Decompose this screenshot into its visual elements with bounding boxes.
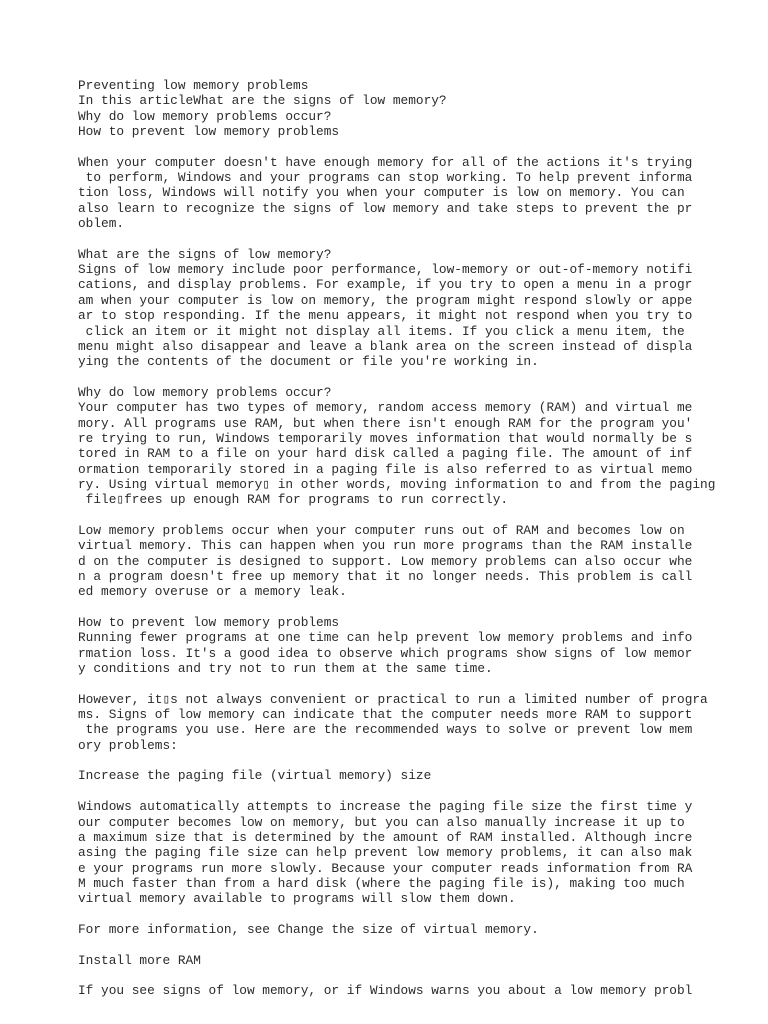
- text-line: a maximum size that is determined by the amount of RAM installed. Although incre: [78, 829, 693, 845]
- text-line: ar to stop responding. If the menu appears, it might not respond when you try to: [78, 308, 693, 324]
- text-line: tored in RAM to a file on your hard disk called a paging file. The amount of inf: [78, 446, 693, 462]
- section-heading: What are the signs of low memory?: [78, 246, 332, 262]
- text-line: to perform, Windows and your programs can stop working. To help prevent informa: [78, 170, 693, 186]
- prevent-section: [78, 615, 738, 676]
- subsection-heading: Install more RAM: [78, 952, 201, 968]
- install-ram-paragraph: [78, 983, 738, 998]
- text-line: d on the computer is designed to support. Low memory problems can also occur whe: [78, 553, 693, 569]
- why-section: [78, 385, 738, 508]
- text-line: y conditions and try not to run them at the same time.: [78, 661, 493, 677]
- text-line: ed memory overuse or a memory leak.: [78, 584, 347, 600]
- text-line: When your computer doesn't have enough memory for all of the actions it's trying: [78, 154, 693, 170]
- intro-paragraph: [78, 155, 738, 232]
- document-title: Preventing low memory problems: [78, 78, 309, 93]
- text-line: M much faster than from a hard disk (where the paging file is), making too much: [78, 875, 685, 891]
- text-line: asing the paging file size can help prevent low memory problems, it can also mak: [78, 845, 693, 861]
- low-memory-paragraph: [78, 523, 738, 600]
- text-line: n a program doesn't free up memory that it no longer needs. This problem is call: [78, 569, 693, 584]
- text-line: the programs you use. Here are the recommended ways to solve or prevent low mem: [78, 722, 693, 738]
- text-line: virtual memory available to programs will slow them down.: [78, 891, 516, 907]
- however-paragraph: [78, 692, 738, 753]
- toc-line: How to prevent low memory problems: [78, 124, 340, 140]
- text-line: our computer becomes low on memory, but you can also manually increase it up to: [78, 814, 685, 830]
- text-line: However, it▯s not always convenient or practical to run a limited number of progra: [78, 691, 708, 707]
- text-line: Low memory problems occur when your computer runs out of RAM and becomes low on: [78, 522, 685, 538]
- text-line: Running fewer programs at one time can help prevent low memory problems and info: [78, 630, 693, 646]
- section-heading: Why do low memory problems occur?: [78, 384, 332, 400]
- text-line: rmation loss. It's a good idea to observe which programs show signs of low memor: [78, 645, 693, 661]
- text-line: e your programs run more slowly. Because your computer reads information from RA: [78, 860, 693, 876]
- text-line: am when your computer is low on memory, the program might respond slowly or appe: [78, 292, 693, 308]
- text-line: ry. Using virtual memory▯ in other words, moving information to and from the paging: [78, 476, 716, 492]
- text-line: ory problems:: [78, 737, 178, 753]
- install-ram-heading: [78, 953, 738, 968]
- text-line: Signs of low memory include poor performance, low-memory or out-of-memory notifi: [78, 262, 693, 278]
- toc-line: In this articleWhat are the signs of low memory?: [78, 93, 447, 109]
- text-line: re trying to run, Windows temporarily moves information that would normally be s: [78, 430, 693, 446]
- text-line: ormation temporarily stored in a paging file is also referred to as virtual memo: [78, 461, 693, 477]
- header-block: [78, 78, 738, 139]
- text-line: Your computer has two types of memory, random access memory (RAM) and virtual me: [78, 400, 693, 416]
- text-line: Windows automatically attempts to increase the paging file size the first time y: [78, 799, 693, 815]
- paging-paragraph: [78, 799, 738, 906]
- text-line: For more information, see Change the size of virtual memory.: [78, 921, 539, 937]
- text-line: click an item or it might not display all items. If you click a menu item, the: [78, 323, 685, 339]
- section-heading: How to prevent low memory problems: [78, 615, 340, 631]
- text-line: virtual memory. This can happen when you run more programs than the RAM installe: [78, 538, 693, 554]
- text-line: file▯frees up enough RAM for programs to run correctly.: [78, 492, 509, 508]
- text-line: ying the contents of the document or file you're working in.: [78, 354, 539, 370]
- text-line: cations, and display problems. For example, if you try to open a menu in a progr: [78, 277, 693, 293]
- text-line: oblem.: [78, 216, 125, 232]
- paging-heading: [78, 768, 738, 783]
- text-line: If you see signs of low memory, or if Windows warns you about a low memory probl: [78, 983, 693, 999]
- subsection-heading: Increase the paging file (virtual memory) size: [78, 768, 432, 784]
- text-line: menu might also disappear and leave a blank area on the screen instead of displa: [78, 338, 693, 354]
- text-line: mory. All programs use RAM, but when there isn't enough RAM for the program you': [78, 415, 693, 431]
- toc-line: Why do low memory problems occur?: [78, 108, 332, 124]
- text-line: tion loss, Windows will notify you when your computer is low on memory. You can: [78, 185, 685, 201]
- text-line: ms. Signs of low memory can indicate that the computer needs more RAM to support: [78, 707, 693, 723]
- text-line: also learn to recognize the signs of low memory and take steps to prevent the pr: [78, 200, 693, 216]
- more-info-paragraph: [78, 922, 738, 937]
- document-page: [78, 78, 738, 1014]
- signs-section: [78, 247, 738, 370]
